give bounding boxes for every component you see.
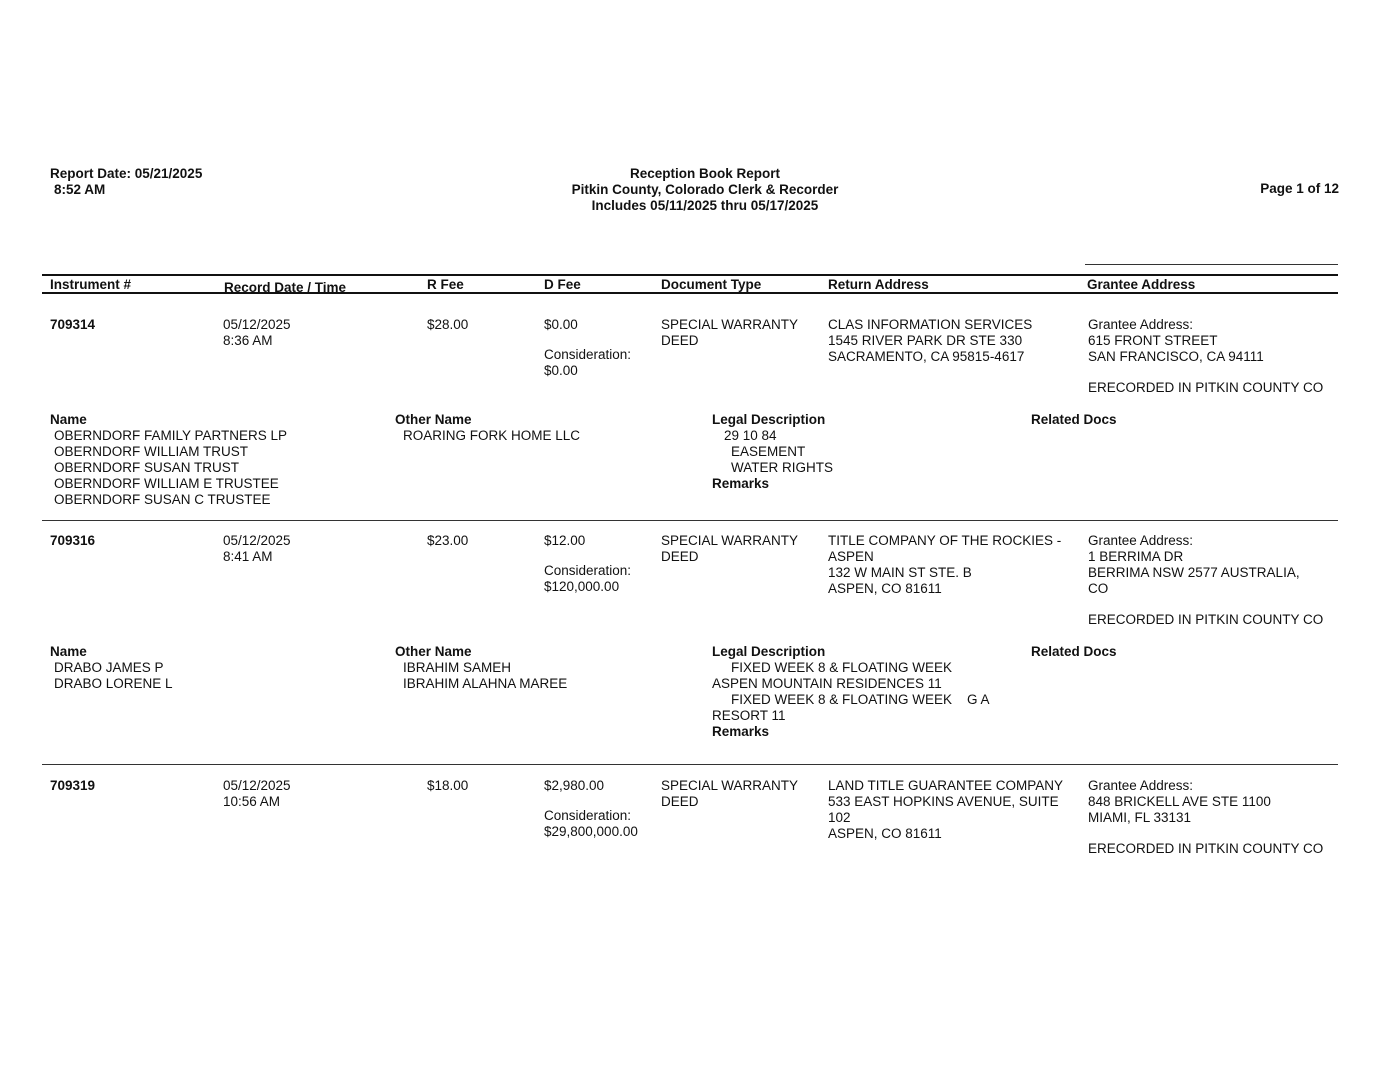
document-type-line: SPECIAL WARRANTY bbox=[661, 533, 799, 548]
consideration-value: $0.00 bbox=[544, 363, 578, 378]
document-type bbox=[661, 778, 798, 810]
party-name: OBERNDORF FAMILY PARTNERS LP bbox=[54, 428, 288, 443]
document-type bbox=[661, 317, 798, 349]
report-time: 8:52 AM bbox=[54, 182, 106, 197]
party-name: DRABO JAMES P bbox=[54, 660, 164, 675]
related-docs-label: Related Docs bbox=[1031, 644, 1117, 659]
return-address-line: 533 EAST HOPKINS AVENUE, SUITE bbox=[828, 794, 1059, 809]
legal-line: 29 10 84 bbox=[724, 428, 777, 443]
grantee-address-line: MIAMI, FL 33131 bbox=[1088, 810, 1192, 825]
col-r-fee: R Fee bbox=[427, 277, 464, 292]
name-label: Name bbox=[50, 644, 87, 659]
return-address bbox=[828, 778, 1063, 842]
return-address-line: ASPEN, CO 81611 bbox=[828, 581, 942, 596]
remarks-label: Remarks bbox=[712, 476, 770, 491]
record-time: 8:36 AM bbox=[223, 333, 273, 348]
return-address-line: ASPEN bbox=[828, 549, 874, 564]
col-return-address: Return Address bbox=[828, 277, 929, 292]
report-title: Reception Book Report bbox=[629, 166, 780, 181]
party-name: DRABO LORENE L bbox=[54, 676, 173, 691]
grantee-address bbox=[1088, 778, 1271, 826]
other-name: IBRAHIM SAMEH bbox=[403, 660, 512, 675]
col-document-type: Document Type bbox=[661, 277, 762, 292]
consideration-value: $29,800,000.00 bbox=[544, 824, 638, 839]
party-name: OBERNDORF SUSAN C TRUSTEE bbox=[54, 492, 271, 507]
record-time: 10:56 AM bbox=[223, 794, 281, 809]
col-instrument: Instrument # bbox=[50, 277, 132, 292]
return-address-line: 132 W MAIN ST STE. B bbox=[828, 565, 972, 580]
instrument-number: 709314 bbox=[50, 317, 96, 332]
grantee-address bbox=[1088, 533, 1300, 597]
record-date: 05/12/2025 bbox=[223, 533, 291, 548]
d-fee: $2,980.00 bbox=[544, 778, 605, 793]
legal-line: FIXED WEEK 8 & FLOATING WEEK bbox=[731, 660, 953, 675]
erecorded-note: ERECORDED IN PITKIN COUNTY CO bbox=[1088, 841, 1324, 856]
document-type-line: SPECIAL WARRANTY bbox=[661, 317, 799, 332]
return-address-line: ASPEN, CO 81611 bbox=[828, 826, 942, 841]
grantee-address-line: CO bbox=[1088, 581, 1109, 596]
legal-description-label: Legal Description bbox=[712, 644, 826, 659]
record-divider bbox=[42, 764, 1338, 765]
report-county: Pitkin County, Colorado Clerk & Recorder bbox=[571, 182, 839, 197]
legal-line: EASEMENT bbox=[731, 444, 806, 459]
return-address-line: TITLE COMPANY OF THE ROCKIES - bbox=[828, 533, 1062, 548]
document-type-line: SPECIAL WARRANTY bbox=[661, 778, 799, 793]
record-date: 05/12/2025 bbox=[223, 317, 291, 332]
name-list bbox=[54, 660, 173, 692]
party-name: OBERNDORF SUSAN TRUST bbox=[54, 460, 240, 475]
record-time: 8:41 AM bbox=[223, 549, 273, 564]
grantee-address-line: BERRIMA NSW 2577 AUSTRALIA, bbox=[1088, 565, 1300, 580]
legal-line: ASPEN MOUNTAIN RESIDENCES 11 bbox=[712, 676, 942, 691]
other-name: ROARING FORK HOME LLC bbox=[403, 428, 581, 443]
d-fee: $12.00 bbox=[544, 533, 586, 548]
page-number: Page 1 of 12 bbox=[1260, 181, 1339, 196]
grantee-address-label: Grantee Address: bbox=[1088, 317, 1194, 332]
record-divider bbox=[42, 520, 1338, 521]
grantee-address-line: 615 FRONT STREET bbox=[1088, 333, 1218, 348]
other-name-list bbox=[403, 660, 567, 692]
r-fee: $23.00 bbox=[427, 533, 469, 548]
name-label: Name bbox=[50, 412, 87, 427]
erecorded-note: ERECORDED IN PITKIN COUNTY CO bbox=[1088, 380, 1324, 395]
document-type-line: DEED bbox=[661, 549, 699, 564]
return-address-line: 102 bbox=[828, 810, 851, 825]
party-name: OBERNDORF WILLIAM E TRUSTEE bbox=[54, 476, 279, 491]
grantee-address-line: SAN FRANCISCO, CA 94111 bbox=[1088, 349, 1264, 364]
r-fee: $18.00 bbox=[427, 778, 469, 793]
party-name: OBERNDORF WILLIAM TRUST bbox=[54, 444, 249, 459]
related-docs-label: Related Docs bbox=[1031, 412, 1117, 427]
consideration-label: Consideration: bbox=[544, 808, 632, 823]
other-name: IBRAHIM ALAHNA MAREE bbox=[403, 676, 568, 691]
grantee-address-label: Grantee Address: bbox=[1088, 533, 1194, 548]
grantee-address bbox=[1088, 317, 1264, 365]
consideration-label: Consideration: bbox=[544, 347, 632, 362]
col-d-fee: D Fee bbox=[544, 277, 581, 292]
return-address-line: SACRAMENTO, CA 95815-4617 bbox=[828, 349, 1025, 364]
grantee-address-line: 1 BERRIMA DR bbox=[1088, 549, 1184, 564]
report-date: Report Date: 05/21/2025 bbox=[50, 166, 203, 181]
remarks-label: Remarks bbox=[712, 724, 770, 739]
col-record-date: Record Date / Time bbox=[224, 280, 347, 295]
return-address bbox=[828, 533, 1061, 597]
consideration-value: $120,000.00 bbox=[544, 579, 620, 594]
return-address-line: CLAS INFORMATION SERVICES bbox=[828, 317, 1033, 332]
document-type-line: DEED bbox=[661, 333, 699, 348]
grantee-address-label: Grantee Address: bbox=[1088, 778, 1194, 793]
other-name-label: Other Name bbox=[395, 644, 472, 659]
document-type-line: DEED bbox=[661, 794, 699, 809]
legal-line: WATER RIGHTS bbox=[731, 460, 833, 475]
header-top-short-rule bbox=[1085, 264, 1338, 265]
return-address-line: 1545 RIVER PARK DR STE 330 bbox=[828, 333, 1023, 348]
instrument-number: 709316 bbox=[50, 533, 96, 548]
legal-line: RESORT 11 bbox=[712, 708, 786, 723]
other-name-label: Other Name bbox=[395, 412, 472, 427]
return-address-line: LAND TITLE GUARANTEE COMPANY bbox=[828, 778, 1064, 793]
record-date: 05/12/2025 bbox=[223, 778, 291, 793]
r-fee: $28.00 bbox=[427, 317, 469, 332]
legal-line: FIXED WEEK 8 & FLOATING WEEK G A bbox=[731, 692, 990, 707]
grantee-address-line: 848 BRICKELL AVE STE 1100 bbox=[1088, 794, 1271, 809]
document-type bbox=[661, 533, 798, 565]
d-fee: $0.00 bbox=[544, 317, 578, 332]
header-bottom-rule bbox=[42, 292, 1338, 294]
col-grantee-address: Grantee Address bbox=[1087, 277, 1196, 292]
return-address bbox=[828, 317, 1032, 365]
header-top-rule bbox=[42, 274, 1338, 276]
instrument-number: 709319 bbox=[50, 778, 96, 793]
legal-description-label: Legal Description bbox=[712, 412, 826, 427]
report-range: Includes 05/11/2025 thru 05/17/2025 bbox=[591, 198, 819, 213]
consideration-label: Consideration: bbox=[544, 563, 632, 578]
erecorded-note: ERECORDED IN PITKIN COUNTY CO bbox=[1088, 612, 1324, 627]
name-list bbox=[54, 428, 287, 508]
